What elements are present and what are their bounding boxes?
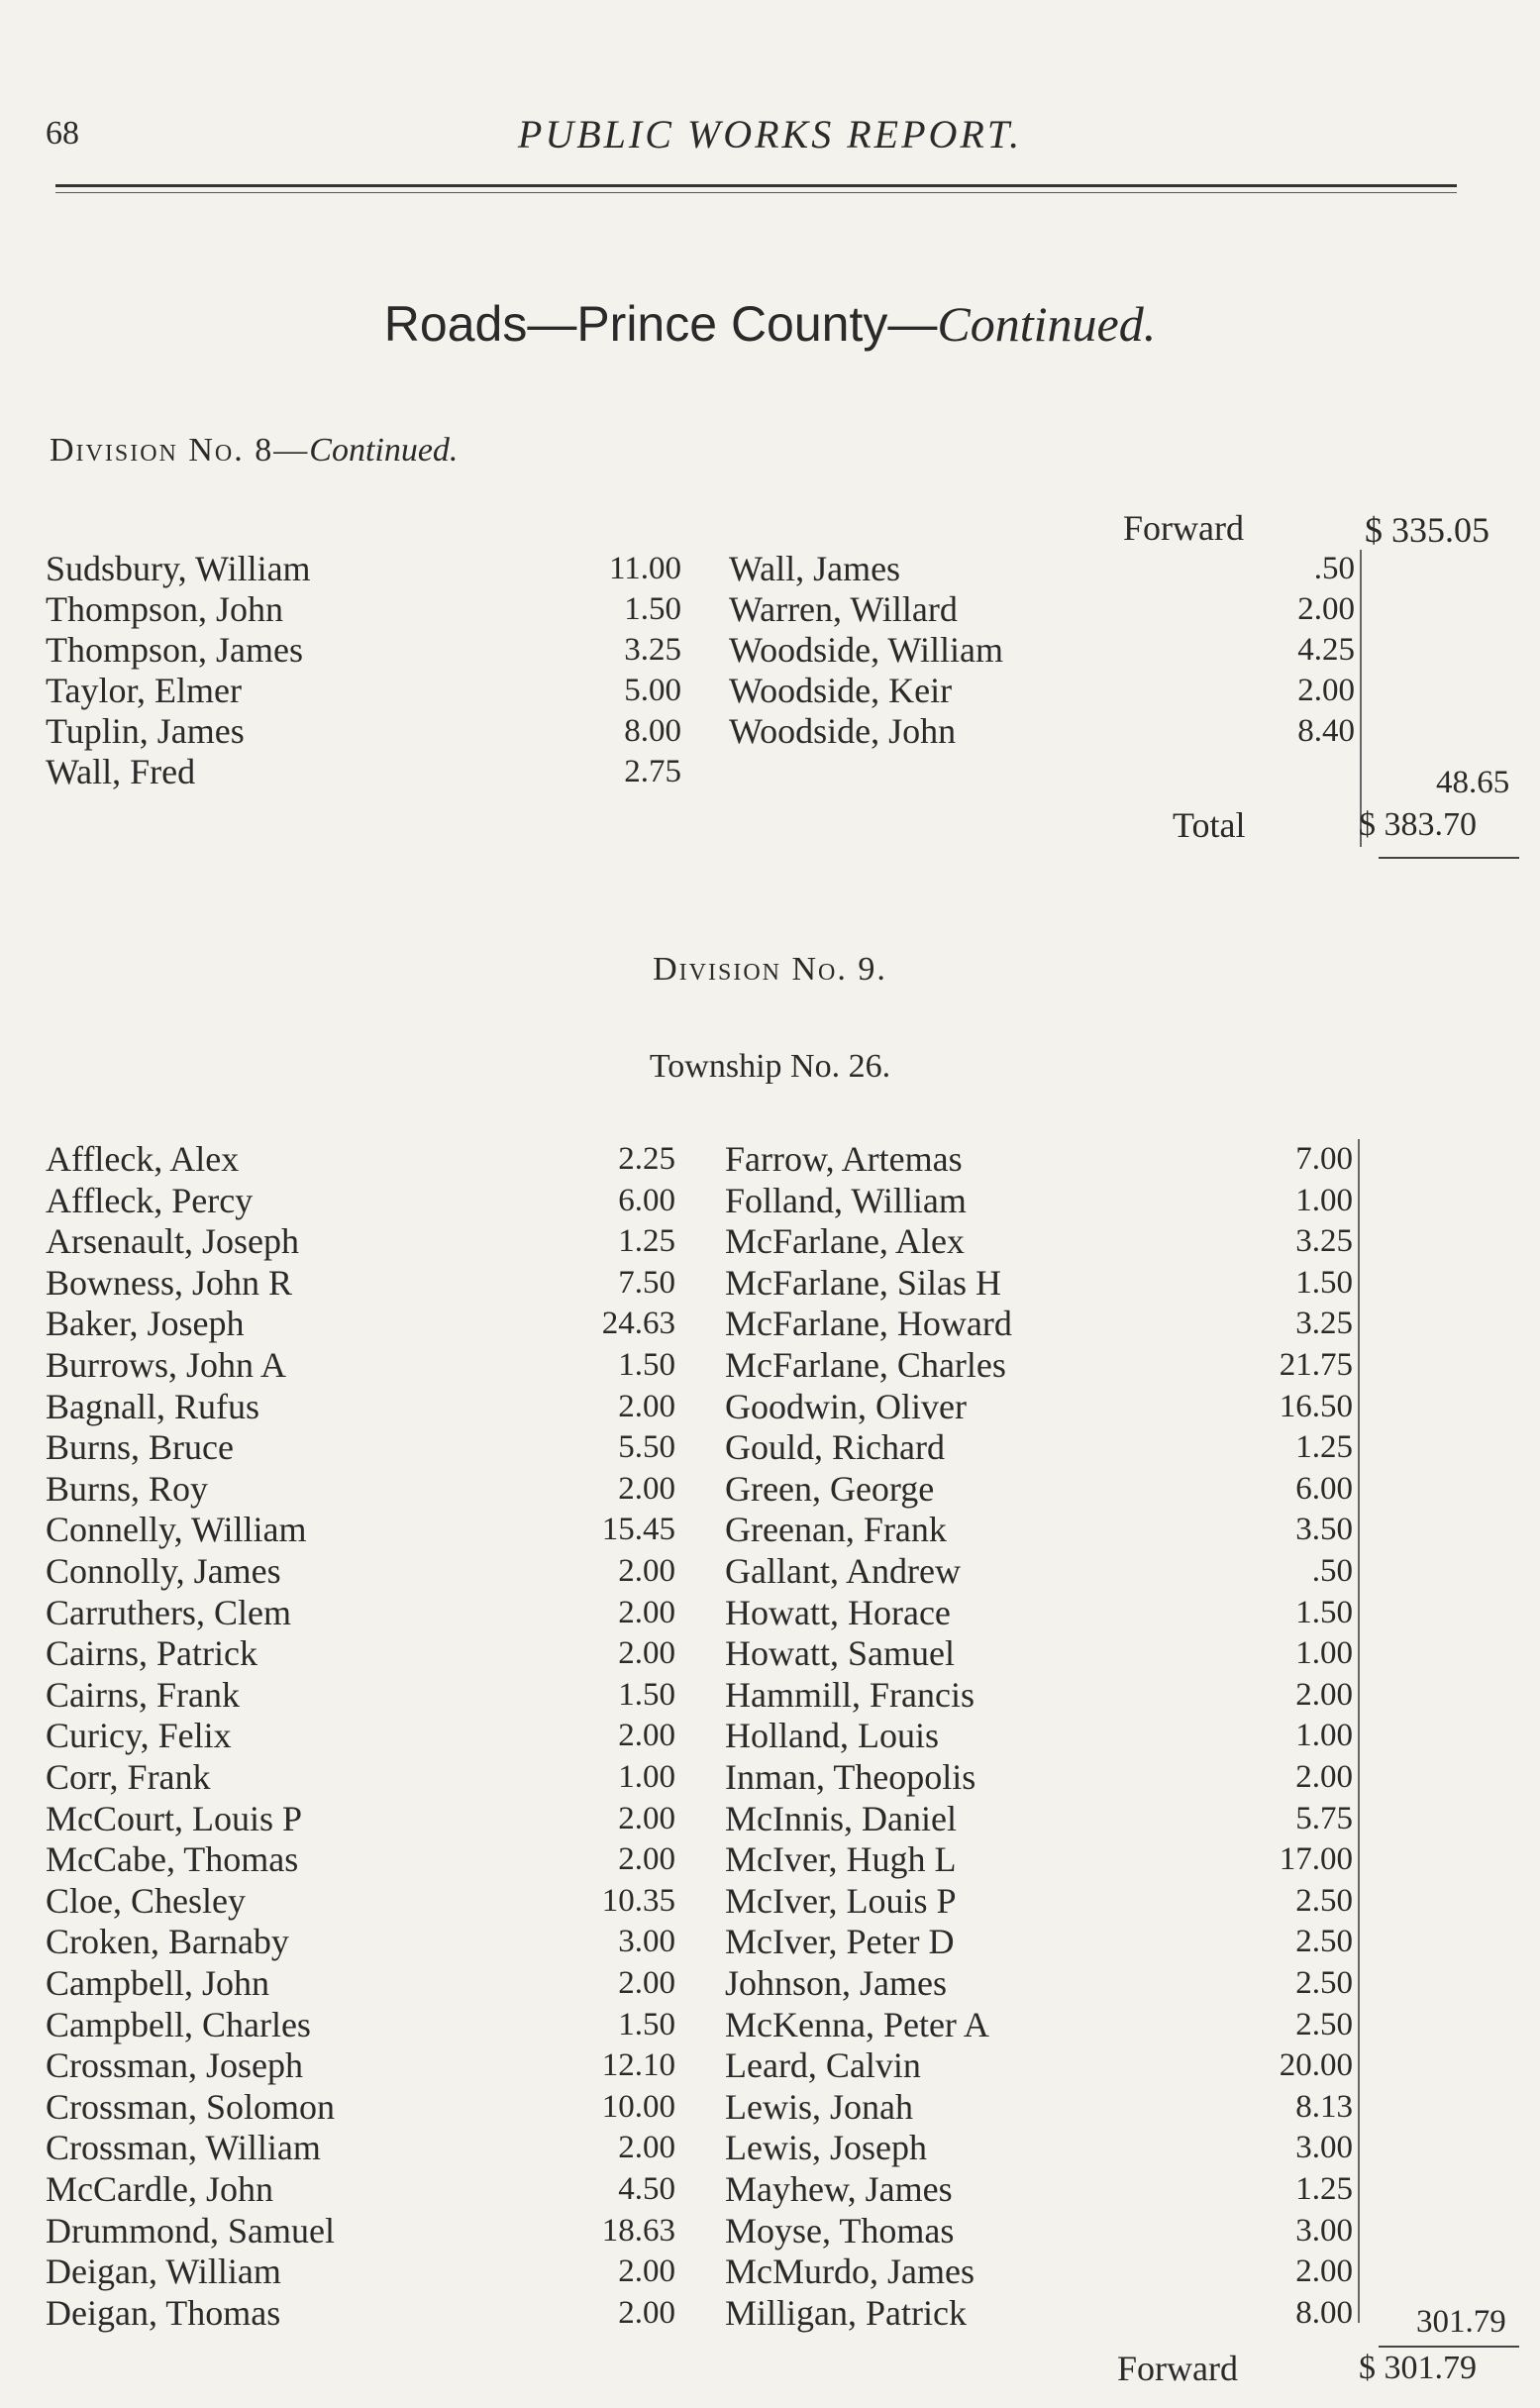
entry-amount: 3.50 — [1295, 1512, 1353, 1548]
entry-name: Curicy, Felix — [46, 1716, 232, 1756]
entry-amount: 11.00 — [608, 551, 681, 586]
entry-amount: 7.50 — [618, 1264, 675, 1301]
entry-amount: 4.25 — [1297, 632, 1355, 668]
entry-amount: 15.45 — [601, 1512, 675, 1548]
entry-amount: 5.00 — [624, 673, 681, 708]
entry-name: Corr, Frank — [46, 1757, 211, 1797]
entry-name: Cloe, Chesley — [46, 1880, 246, 1921]
running-title: PUBLIC WORKS REPORT. — [517, 112, 1023, 157]
entry-amount: 2.50 — [1295, 2006, 1353, 2042]
title-continued: Continued. — [937, 296, 1157, 352]
entry-name: Warren, Willard — [729, 589, 958, 629]
entry-name: Cairns, Patrick — [46, 1633, 257, 1674]
entry-name: Gould, Richard — [725, 1427, 945, 1468]
entry-amount: 2.00 — [618, 1635, 675, 1672]
division8-heading — [50, 432, 458, 470]
entry-name: McIver, Louis P — [725, 1880, 957, 1921]
entry-amount: 8.00 — [1295, 2294, 1353, 2331]
entry-amount: 2.00 — [618, 1800, 675, 1836]
entry-name: Wall, James — [729, 549, 901, 588]
total-label: Total — [1173, 805, 1246, 845]
entry-name: Wall, Fred — [46, 752, 196, 791]
entry-amount: 1.50 — [618, 1347, 675, 1383]
entry-name: Campbell, John — [46, 1963, 269, 2003]
entry-amount: 2.00 — [618, 1841, 675, 1878]
entry-name: Mayhew, James — [725, 2169, 953, 2209]
title-main: Roads—Prince County— — [383, 296, 938, 352]
entry-amount: 2.25 — [618, 1141, 675, 1177]
entry-amount: 1.25 — [618, 1223, 675, 1260]
entry-amount: 18.63 — [601, 2212, 675, 2249]
header-rule-thin — [55, 192, 1457, 193]
total-amount: $ 383.70 — [1359, 806, 1477, 843]
entry-name: Milligan, Patrick — [725, 2292, 967, 2333]
total-underline — [1379, 857, 1519, 859]
entry-amount: 5.50 — [618, 1429, 675, 1466]
entry-name: Affleck, Percy — [46, 1180, 254, 1220]
entry-name: Leard, Calvin — [725, 2045, 921, 2086]
entry-name: McFarlane, Alex — [725, 1221, 965, 1262]
entry-amount: 3.25 — [1295, 1306, 1353, 1342]
entry-name: Woodside, William — [729, 630, 1003, 670]
entry-amount: 4.50 — [618, 2171, 675, 2207]
entry-amount: 17.00 — [1279, 1841, 1353, 1878]
entry-name: Campbell, Charles — [46, 2004, 311, 2044]
entry-amount: 2.00 — [618, 2130, 675, 2166]
subtotal-underline — [1379, 2346, 1519, 2348]
division8-heading-text: Division No. 8— — [50, 432, 310, 469]
entry-amount: 1.25 — [1295, 1429, 1353, 1466]
entry-name: Burns, Bruce — [46, 1427, 234, 1468]
forward-amount-bottom: $ 301.79 — [1359, 2350, 1477, 2386]
entry-amount: 21.75 — [1279, 1347, 1353, 1383]
page-title — [0, 295, 1540, 353]
entry-name: McInnis, Daniel — [725, 1798, 957, 1838]
entry-amount: 2.00 — [618, 1594, 675, 1630]
entry-name: Howatt, Samuel — [725, 1633, 955, 1674]
entry-amount: 16.50 — [1279, 1388, 1353, 1424]
entry-amount: 1.50 — [624, 591, 681, 627]
entry-name: Drummond, Samuel — [46, 2210, 335, 2251]
entry-name: Arsenault, Joseph — [46, 1221, 299, 1262]
entry-amount: 2.00 — [1297, 673, 1355, 708]
entry-amount: 3.00 — [618, 1924, 675, 1960]
division9-heading-text: Division No. 9. — [653, 951, 887, 988]
entry-name: Baker, Joseph — [46, 1304, 245, 1344]
entry-name: Hammill, Francis — [725, 1674, 975, 1715]
entry-name: Burrows, John A — [46, 1345, 287, 1385]
entry-amount: 10.35 — [601, 1882, 675, 1919]
entry-amount: 5.75 — [1295, 1800, 1353, 1836]
entry-name: Deigan, Thomas — [46, 2292, 281, 2333]
entry-name: Crossman, Joseph — [46, 2045, 303, 2086]
entry-name: McKenna, Peter A — [725, 2004, 989, 2044]
entry-amount: 2.50 — [1295, 1882, 1353, 1919]
entry-amount: 2.00 — [1297, 591, 1355, 627]
entry-name: Johnson, James — [725, 1963, 947, 2003]
entry-amount: 1.00 — [1295, 1718, 1353, 1754]
entry-name: McFarlane, Charles — [725, 1345, 1006, 1385]
entry-amount: 1.00 — [1295, 1182, 1353, 1218]
entry-amount: .50 — [1311, 1553, 1353, 1589]
entry-amount: 2.75 — [624, 754, 681, 789]
entry-amount: 2.00 — [618, 2253, 675, 2290]
entry-amount: 24.63 — [601, 1306, 675, 1342]
entry-name: Burns, Roy — [46, 1468, 209, 1509]
entry-amount: 10.00 — [601, 2088, 675, 2125]
entry-name: McCourt, Louis P — [46, 1798, 303, 1838]
entry-amount: 3.25 — [624, 632, 681, 668]
entry-amount: 1.25 — [1295, 2171, 1353, 2207]
entry-amount: 7.00 — [1295, 1141, 1353, 1177]
division9-subtotal: 301.79 — [1416, 2304, 1506, 2340]
entry-amount: 2.00 — [618, 1388, 675, 1424]
entry-name: McIver, Peter D — [725, 1922, 955, 1962]
entry-amount: 8.40 — [1297, 713, 1355, 749]
entry-name: Gallant, Andrew — [725, 1551, 961, 1591]
entry-name: Cairns, Frank — [46, 1674, 240, 1715]
entry-name: McCardle, John — [46, 2169, 273, 2209]
forward-label-top: Forward — [1123, 508, 1244, 548]
division8-continued: Continued. — [309, 432, 459, 469]
entry-name: Thompson, James — [46, 630, 303, 670]
entry-name: Holland, Louis — [725, 1716, 939, 1756]
entry-amount: 8.00 — [624, 713, 681, 749]
forward-amount-top: $ 335.05 — [1365, 510, 1489, 550]
entry-name: Greenan, Frank — [725, 1510, 947, 1550]
entry-name: Bowness, John R — [46, 1262, 293, 1303]
entry-amount: 20.00 — [1279, 2047, 1353, 2084]
entry-amount: 2.00 — [1295, 2253, 1353, 2290]
entry-amount: .50 — [1313, 551, 1355, 586]
entry-name: Sudsbury, William — [46, 549, 311, 588]
entry-name: McIver, Hugh L — [725, 1839, 957, 1880]
entry-name: Crossman, William — [46, 2128, 321, 2168]
entry-name: Deigan, William — [46, 2251, 281, 2292]
entry-name: Goodwin, Oliver — [725, 1386, 967, 1426]
entry-amount: 2.00 — [618, 1718, 675, 1754]
township-heading: Township No. 26. — [649, 1048, 891, 1085]
entry-name: Farrow, Artemas — [725, 1139, 963, 1179]
entry-name: Lewis, Jonah — [725, 2086, 913, 2127]
entry-amount: 6.00 — [1295, 1470, 1353, 1507]
entry-amount: 1.50 — [618, 2006, 675, 2042]
entry-amount: 3.25 — [1295, 1223, 1353, 1260]
entry-amount: 2.00 — [1295, 1759, 1353, 1795]
entry-name: Lewis, Joseph — [725, 2128, 927, 2168]
entry-name: Connolly, James — [46, 1551, 281, 1591]
entry-amount: 6.00 — [618, 1182, 675, 1218]
entry-amount: 2.50 — [1295, 1924, 1353, 1960]
header-rule-thick — [55, 184, 1457, 187]
entry-name: Folland, William — [725, 1180, 967, 1220]
division8-column-rule — [1360, 550, 1362, 847]
entry-name: Woodside, John — [729, 711, 957, 751]
entry-name: Crossman, Solomon — [46, 2086, 336, 2127]
entry-amount: 8.13 — [1295, 2088, 1353, 2125]
page-number: 68 — [46, 115, 79, 152]
entry-amount: 1.50 — [1295, 1594, 1353, 1630]
entry-name: Inman, Theopolis — [725, 1757, 976, 1797]
entry-name: Taylor, Elmer — [46, 671, 242, 710]
entry-name: Croken, Barnaby — [46, 1922, 289, 1962]
entry-name: Woodside, Keir — [729, 671, 953, 710]
entry-amount: 2.00 — [618, 1470, 675, 1507]
entry-name: Bagnall, Rufus — [46, 1386, 259, 1426]
entry-amount: 1.00 — [1295, 1635, 1353, 1672]
entry-name: Affleck, Alex — [46, 1139, 240, 1179]
division8-subtotal: 48.65 — [1436, 765, 1510, 800]
entry-amount: 3.00 — [1295, 2212, 1353, 2249]
entry-name: Green, George — [725, 1468, 935, 1509]
entry-name: Howatt, Horace — [725, 1592, 951, 1632]
entry-amount: 1.50 — [618, 1676, 675, 1713]
entry-amount: 3.00 — [1295, 2130, 1353, 2166]
division9-heading — [0, 951, 1540, 989]
entry-amount: 12.10 — [601, 2047, 675, 2084]
entry-name: McCabe, Thomas — [46, 1839, 299, 1880]
entry-amount: 2.50 — [1295, 1965, 1353, 2001]
entry-name: Thompson, John — [46, 589, 284, 629]
forward-label-bottom: Forward — [1117, 2349, 1238, 2388]
entry-amount: 2.00 — [618, 1553, 675, 1589]
entry-amount: 1.50 — [1295, 1264, 1353, 1301]
entry-name: Moyse, Thomas — [725, 2210, 955, 2251]
entry-name: Tuplin, James — [46, 711, 245, 751]
entry-name: Connelly, William — [46, 1510, 307, 1550]
entry-amount: 2.00 — [618, 1965, 675, 2001]
entry-name: McMurdo, James — [725, 2251, 975, 2292]
entry-name: Carruthers, Clem — [46, 1592, 291, 1632]
entry-amount: 1.00 — [618, 1759, 675, 1795]
entry-amount: 2.00 — [618, 2294, 675, 2331]
entry-amount: 2.00 — [1295, 1676, 1353, 1713]
division9-column-rule — [1358, 1139, 1360, 2323]
entry-name: McFarlane, Howard — [725, 1304, 1012, 1344]
entry-name: McFarlane, Silas H — [725, 1262, 1001, 1303]
